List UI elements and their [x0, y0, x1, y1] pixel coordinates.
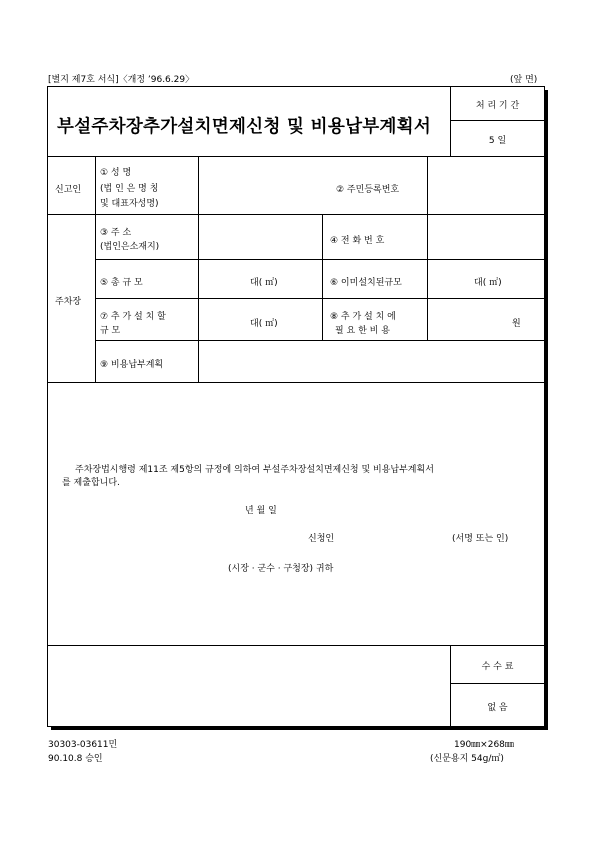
- signature-hint[interactable]: (서명 또는 인): [452, 534, 509, 544]
- paper-size: 190㎜×268㎜: [454, 740, 514, 750]
- cost-label-2: 필 요 한 비 용: [335, 326, 390, 336]
- parking-section-label: 주차장: [55, 297, 82, 307]
- additional-size-label-2: 규 모: [100, 326, 121, 336]
- registration-number-label: ② 주민등록번호: [336, 185, 400, 195]
- phone-field[interactable]: [428, 215, 544, 258]
- page-side-label: (앞 면): [510, 75, 538, 85]
- cost-label-1: ⑧ 추 가 설 치 에: [330, 312, 396, 322]
- fee-label: 수 수 료: [481, 662, 514, 672]
- existing-size-value[interactable]: 대( ㎡): [474, 278, 502, 288]
- statement-line-2: 를 제출합니다.: [62, 478, 120, 488]
- frame-shadow-right: [545, 90, 548, 730]
- fee-value: 없 음: [487, 703, 508, 713]
- form-number: [별지 제7호 서식]〈개정 ’96.6.29〉: [48, 75, 195, 85]
- name-sub-label-1: (법 인 은 명 칭: [100, 184, 159, 194]
- payment-plan-label: ⑨ 비용납부계획: [100, 360, 164, 370]
- applicant-section-label: 신고인: [55, 185, 82, 195]
- total-size-value[interactable]: 대( ㎡): [250, 278, 278, 288]
- recipient-line: (시장 · 군수 · 구청장) 귀하: [228, 564, 334, 574]
- address-label: ③ 주 소: [100, 228, 132, 238]
- statement-line-1: 주차장법시행령 제11조 제5항의 규정에 의하여 부설주차장설치면제신청 및 비용납부계획서: [75, 465, 434, 475]
- additional-size-label-1: ⑦ 추 가 설 치 할: [100, 312, 166, 322]
- registration-number-field[interactable]: [428, 157, 544, 213]
- frame-shadow-bottom: [51, 727, 548, 730]
- approval-date: 90.10.8 승인: [48, 754, 103, 764]
- processing-period-value: 5 일: [488, 136, 507, 146]
- address-field[interactable]: [199, 215, 321, 258]
- cost-value[interactable]: 원: [512, 319, 521, 329]
- existing-size-label: ⑥ 이미설치된규모: [330, 278, 402, 288]
- phone-label: ④ 전 화 번 호: [330, 236, 385, 246]
- form-code: 30303-03611민: [48, 740, 118, 750]
- paper-type: (신문용지 54g/㎡): [430, 754, 504, 764]
- name-sub-label-2: 및 대표자성명): [100, 199, 159, 209]
- form-title: 부설주차장추가설치면제신청 및 비용납부계획서: [57, 117, 432, 137]
- additional-size-value[interactable]: 대( ㎡): [250, 319, 278, 329]
- processing-period-label: 처 리 기 간: [475, 101, 520, 111]
- name-field[interactable]: [199, 157, 322, 213]
- address-sub-label: (법인은소재지): [100, 242, 160, 252]
- date-line[interactable]: 년 월 일: [245, 506, 277, 516]
- name-label: ① 성 명: [100, 168, 132, 178]
- payment-plan-field[interactable]: [199, 341, 544, 381]
- applicant-signature-label: 신청인: [308, 534, 335, 544]
- total-size-label: ⑤ 총 규 모: [100, 278, 143, 288]
